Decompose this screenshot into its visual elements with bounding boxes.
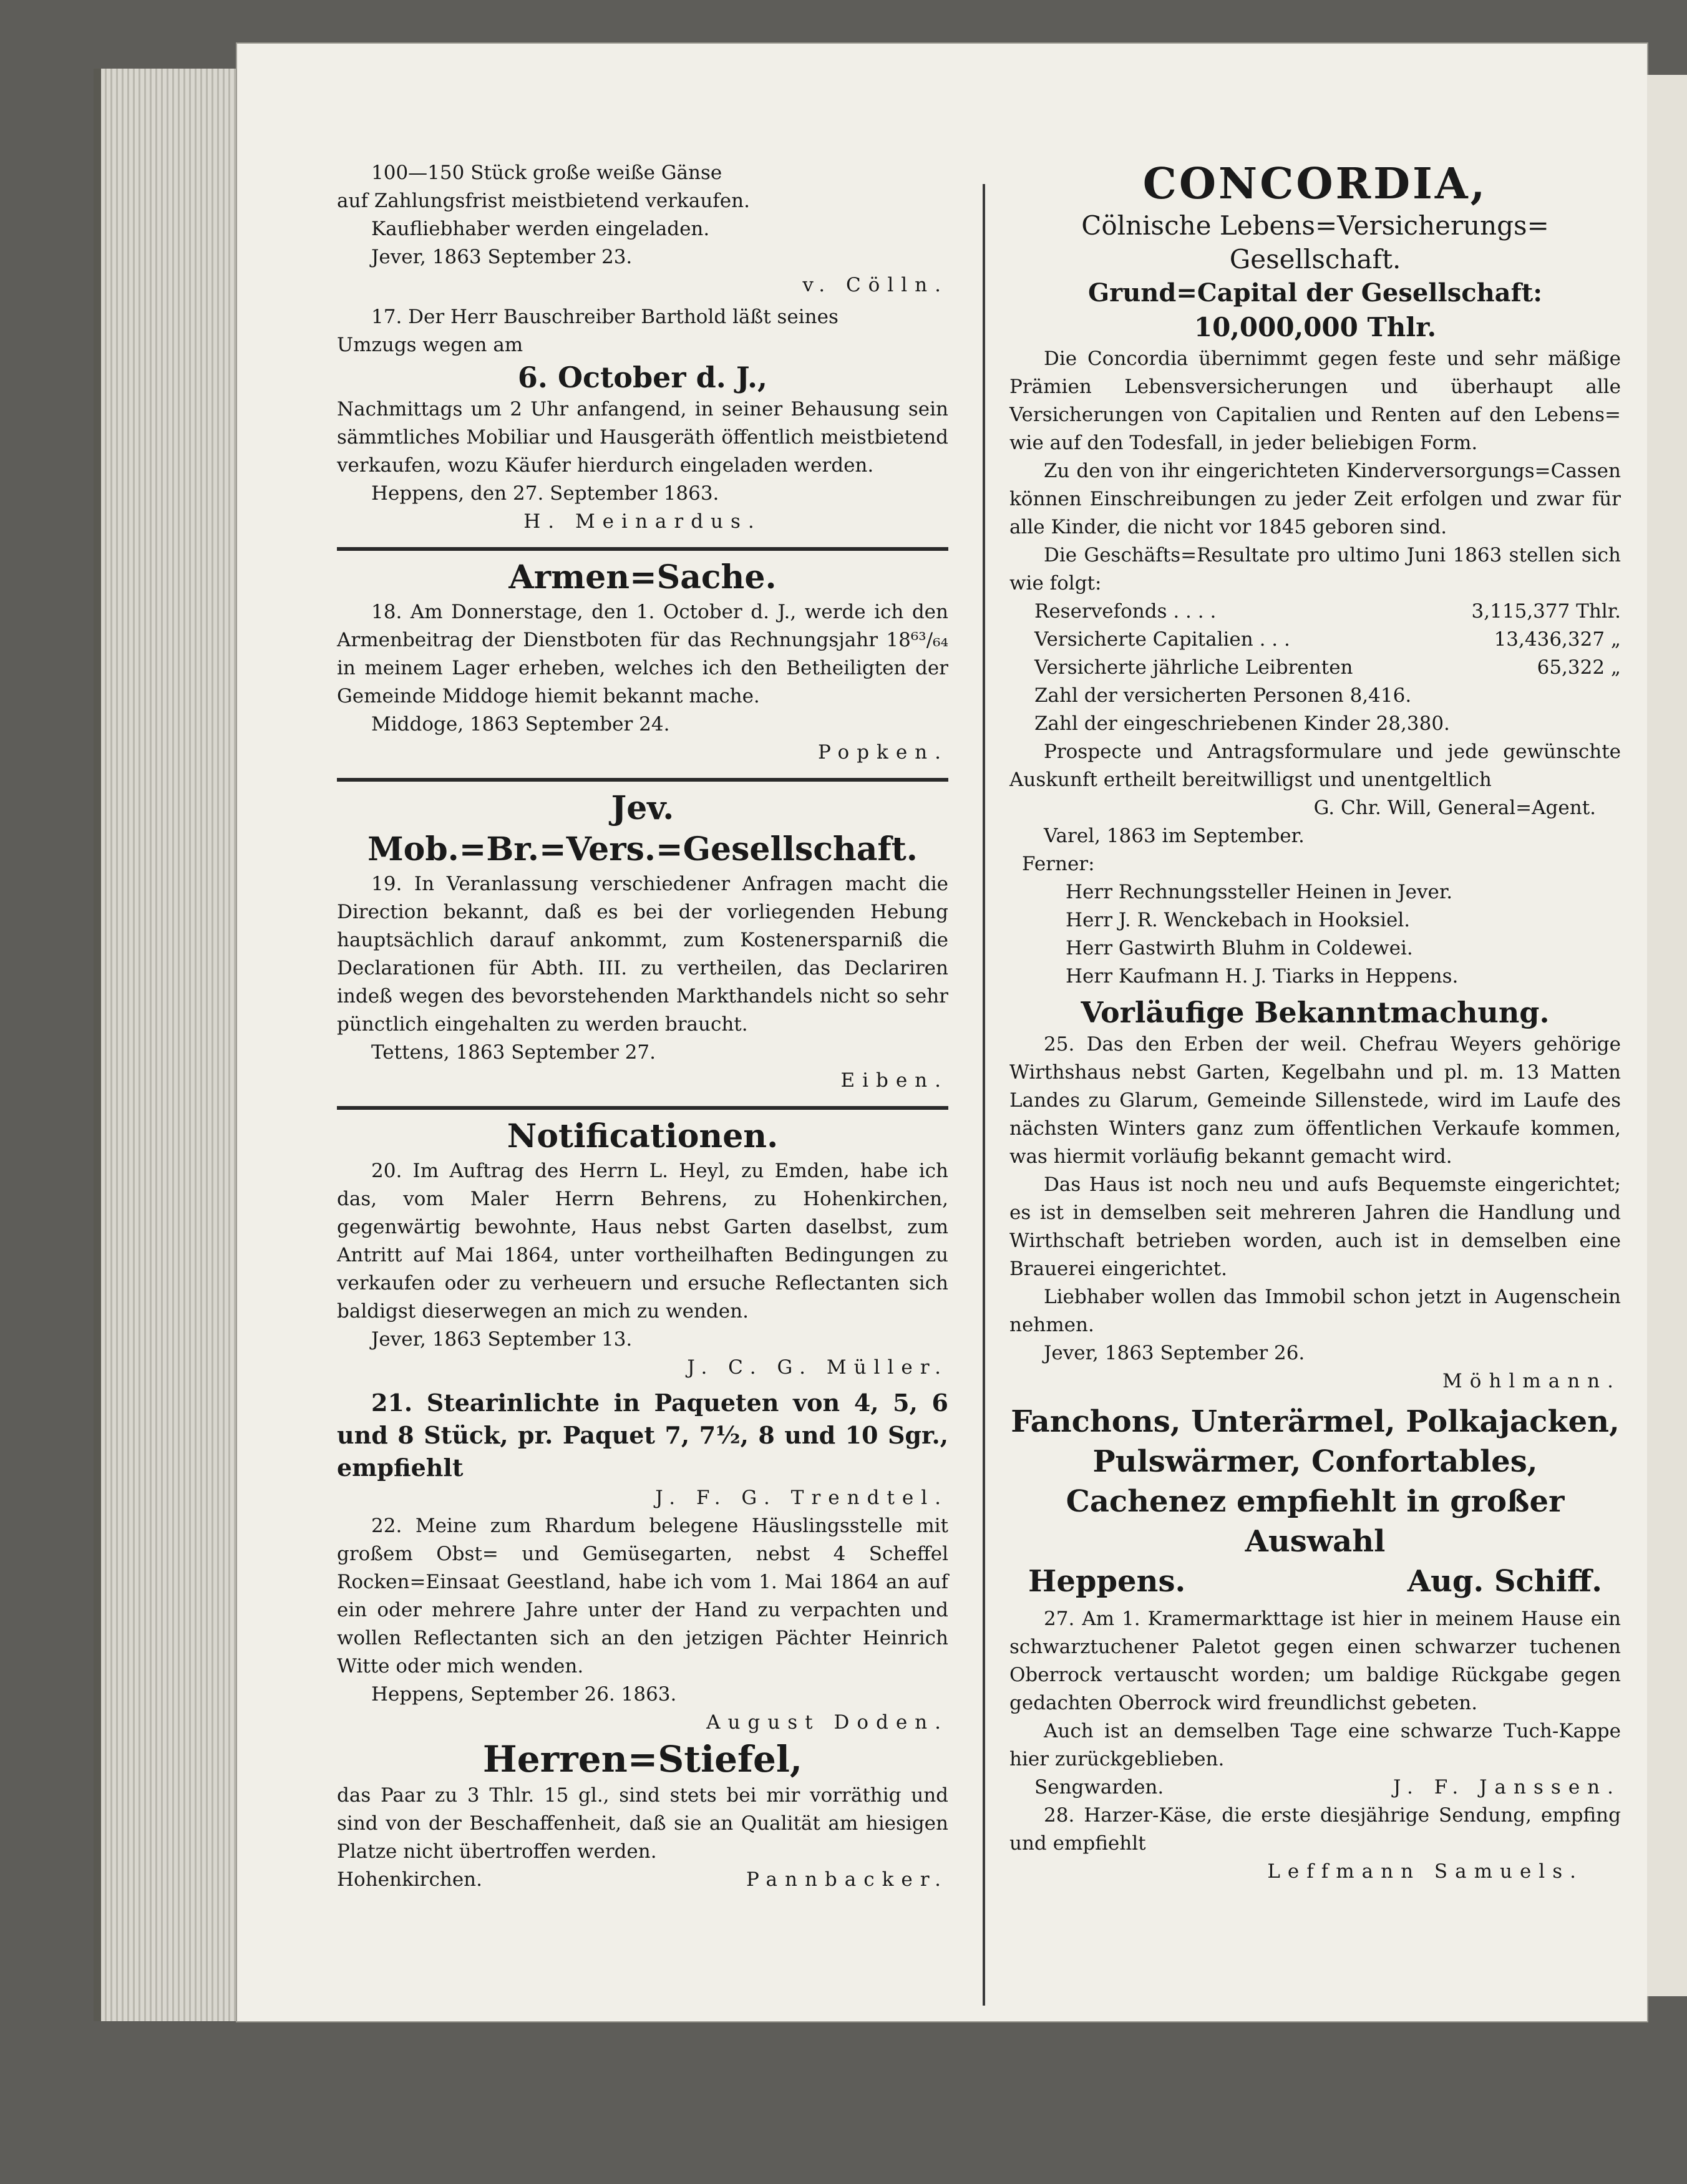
fanchons-text: Fanchons, Unterärmel, Polkajacken, Pulswärmer, Confortables, Cachenez empfiehlt in großer Auswahl (1011, 1404, 1620, 1559)
result-label: Versicherte jährliche Leibrenten (1034, 656, 1353, 679)
armen-body: 18. Am Donnerstage, den 1. October d. J., werde ich den Armenbeitrag der Dienstboten für das Rechnungsjahr 18⁶³/₆₄ in meinem Lager erheben, welches ich den Betheiligten der Gemeinde Middoge hiemit bekannt mache. (337, 601, 948, 707)
ad22-place: Heppens, September 26. 1863. (371, 1683, 677, 1706)
ad1-place: Jever, 1863 September 23. (371, 246, 633, 268)
left-column (337, 159, 948, 1894)
notif-place: Jever, 1863 September 13. (371, 1328, 633, 1351)
jev-place: Tettens, 1863 September 27. (371, 1041, 656, 1064)
jev-signature: Eiben. (840, 1069, 948, 1092)
stiefel-signature: Pannbacker. (746, 1868, 948, 1891)
concordia-agent-4: Herr Kaufmann H. J. Tiarks in Heppens. (1066, 965, 1459, 988)
armen-place: Middoge, 1863 September 24. (371, 713, 670, 735)
concordia-capital-amount: 10,000,000 Thlr. (1194, 312, 1437, 342)
fanchons-signature: Aug. Schiff. (1407, 1564, 1602, 1599)
concordia-subtitle-2: Gesellschaft. (1229, 244, 1401, 274)
enrolled-children: Zahl der eingeschriebenen Kinder 28,380. (1034, 712, 1450, 735)
book-page-edges (94, 69, 251, 2021)
armen-signature: Popken. (817, 741, 948, 764)
section-rule (337, 1106, 948, 1110)
concordia-title: CONCORDIA, (1142, 159, 1488, 209)
ad27-para-1: 27. Am 1. Kramermarkttage ist hier in meinem Hause ein schwarztuchener Paletot gegen einen schwarzer tuchenen Oberrock vertauscht worden; um baldige Rückgabe gegen gedachten Oberrock wird freundlichst gebeten. (1009, 1608, 1621, 1714)
ad1-signature: v. Cölln. (802, 274, 948, 296)
vorl-para-2: Das Haus ist noch neu und aufs Bequemste eingerichtet; es ist in demselben seit mehreren Jahren die Handlung und Wirthschaft betrieben worden, auch ist in demselben eine Brauerei eingerichtet. (1009, 1173, 1621, 1280)
ad27-signature: J. F. Janssen. (1393, 1776, 1621, 1798)
fanchons-footer (1009, 1561, 1621, 1601)
ad17-place: Heppens, den 27. September 1863. (371, 482, 719, 505)
ad22-body: 22. Meine zum Rhardum belegene Häuslingsstelle mit großem Obst= und Gemüsegarten, nebst 4 Scheffel Rocken=Einsaat Geestland, habe ich vom 1. Mai 1864 an auf ein oder mehrere Jahre unter der Hand zu verpachten und wollen Reflectanten sich an den jetzigen Pächter Heinrich Witte oder mich wenden. (337, 1515, 948, 1677)
ad27-para-2: Auch ist an demselben Tage eine schwarze Tuch-Kappe hier zurückgeblieben. (1009, 1720, 1621, 1770)
vorl-signature: Möhlmann. (1442, 1370, 1621, 1392)
result-row (1009, 654, 1621, 682)
ad22-signature: August Doden. (706, 1711, 948, 1734)
stiefel-place: Hohenkirchen. (337, 1868, 482, 1891)
ad1-line2: auf Zahlungsfrist meistbietend verkaufen. (337, 190, 750, 212)
ad17-line1: 17. Der Herr Bauschreiber Barthold läßt seines (371, 306, 839, 328)
fanchons-place: Heppens. (1028, 1564, 1186, 1599)
armen-heading: Armen=Sache. (508, 558, 777, 596)
result-value: 65,322 „ (1537, 656, 1621, 679)
concordia-para-3: Die Geschäfts=Resultate pro ultimo Juni 1863 stellen sich wie folgt: (1009, 544, 1621, 595)
concordia-subtitle-1: Cölnische Lebens=Versicherungs= (1081, 210, 1549, 241)
notif-heading: Notificationen. (507, 1117, 779, 1155)
result-label: Reservefonds . . . . (1034, 600, 1217, 623)
stiefel-heading: Herren=Stiefel, (482, 1738, 803, 1780)
concordia-para-1: Die Concordia übernimmt gegen feste und sehr mäßige Prämien Lebensversicherungen und überhaupt alle Versicherungen von Capitalien und Renten auf den Lebens= wie auf den Todesfall, in jeder beliebigen Form. (1009, 347, 1621, 454)
result-row (1009, 626, 1621, 654)
stiefel-body: das Paar zu 3 Thlr. 15 gl., sind stets bei mir vorräthig und sind von der Beschaffenheit, daß sie an Qualität am hiesigen Platze nicht übertroffen werden. (337, 1784, 948, 1863)
concordia-para-4: Prospecte und Antragsformulare und jede gewünschte Auskunft ertheilt bereitwilligst und unentgeltlich (1009, 740, 1621, 791)
ad27-footer (1009, 1774, 1621, 1802)
concordia-para-2: Zu den von ihr eingerichteten Kinderversorgungs=Cassen können Einschreibungen zu jeder Zeit erfolgen und zwar für alle Kinder, die nicht vor 1845 geboren sind. (1009, 460, 1621, 538)
ad17-date: 6. October d. J., (517, 361, 768, 394)
notif-signature: J. C. G. Müller. (687, 1356, 948, 1379)
result-label: Versicherte Capitalien . . . (1034, 628, 1290, 651)
ad27-place: Sengwarden. (1034, 1776, 1164, 1798)
result-value: 13,436,327 „ (1494, 628, 1621, 651)
ad1-line1: 100—150 Stück große weiße Gänse (371, 162, 722, 184)
ad17-signature: H. Meinardus. (523, 510, 762, 533)
vorl-para-1: 25. Das den Erben der weil. Chefrau Weyers gehörige Wirthshaus nebst Garten, Kegelbahn und pl. m. 13 Matten Landes zu Glarum, Gemeinde Sillenstede, wird im Laufe des nächsten Winters ganz zum öffentlichen Verkaufe kommen, was hiermit vorläufig bekannt gemacht wird. (1009, 1033, 1621, 1168)
concordia-place: Varel, 1863 im September. (1044, 825, 1305, 847)
notif-body: 20. Im Auftrag des Herrn L. Heyl, zu Emden, habe ich das, vom Maler Herrn Behrens, zu Hohenkirchen, gegenwärtig bewohnte, Haus nebst Garten daselbst, zum Antritt auf Mai 1864, unter vortheilhaften Bedingungen zu verkaufen oder zu verheuern und ersuche Reflectanten sich baldigst dieserwegen an mich zu wenden. (337, 1160, 948, 1323)
jev-heading: Jev. Mob.=Br.=Vers.=Gesellschaft. (367, 789, 918, 868)
concordia-agent: G. Chr. Will, General=Agent. (1313, 797, 1596, 819)
concordia-agent-1: Herr Rechnungssteller Heinen in Jever. (1066, 881, 1453, 903)
vorl-place: Jever, 1863 September 26. (1044, 1342, 1305, 1364)
stiefel-footer (337, 1866, 948, 1894)
result-value: 3,115,377 Thlr. (1471, 600, 1621, 623)
section-rule (337, 778, 948, 782)
ad21-signature: J. F. G. Trendtel. (655, 1487, 948, 1509)
section-rule (337, 547, 948, 551)
concordia-agent-3: Herr Gastwirth Bluhm in Coldewei. (1066, 937, 1413, 959)
insured-persons: Zahl der versicherten Personen 8,416. (1034, 684, 1412, 707)
ad28-para: 28. Harzer-Käse, die erste diesjährige Sendung, empfing und empfiehlt (1009, 1804, 1621, 1855)
ad1-line3: Kaufliebhaber werden eingeladen. (371, 218, 710, 240)
right-column (1009, 159, 1621, 1886)
column-divider (983, 184, 985, 2006)
ad17-line2: Umzugs wegen am (337, 334, 523, 356)
concordia-ferner: Ferner: (1022, 853, 1095, 875)
concordia-agent-2: Herr J. R. Wenckebach in Hooksiel. (1066, 909, 1411, 931)
adjacent-page-edge (1647, 75, 1687, 1996)
concordia-capital-label: Grund=Capital der Gesellschaft: (1087, 278, 1543, 308)
jev-body: 19. In Veranlassung verschiedener Anfragen macht die Direction bekannt, daß es bei der vorliegenden Hebung hauptsächlich darauf ankommt, zum Kostenersparniß die Declarationen für Abth. III. zu vertheilen, das Declariren indeß wegen des bevorstehenden Markthandels nicht so sehr pünctlich eingehalten zu werden braucht. (337, 873, 948, 1036)
ad17-body: Nachmittags um 2 Uhr anfangend, in seiner Behausung sein sämmtliches Mobiliar und Hausgeräth öffentlich meistbietend verkaufen, wozu Käufer hierdurch eingeladen werden. (337, 398, 948, 477)
vorl-para-3: Liebhaber wollen das Immobil schon jetzt in Augenschein nehmen. (1009, 1286, 1621, 1336)
ad21-body: 21. Stearinlichte in Paqueten von 4, 5, 6 und 8 Stück, pr. Paquet 7, 7½, 8 und 10 Sgr., empfiehlt (337, 1389, 948, 1482)
result-row (1009, 598, 1621, 626)
ad28-signature: Leffmann Samuels. (1267, 1860, 1583, 1883)
vorl-heading: Vorläufige Bekanntmachung. (1081, 996, 1550, 1029)
